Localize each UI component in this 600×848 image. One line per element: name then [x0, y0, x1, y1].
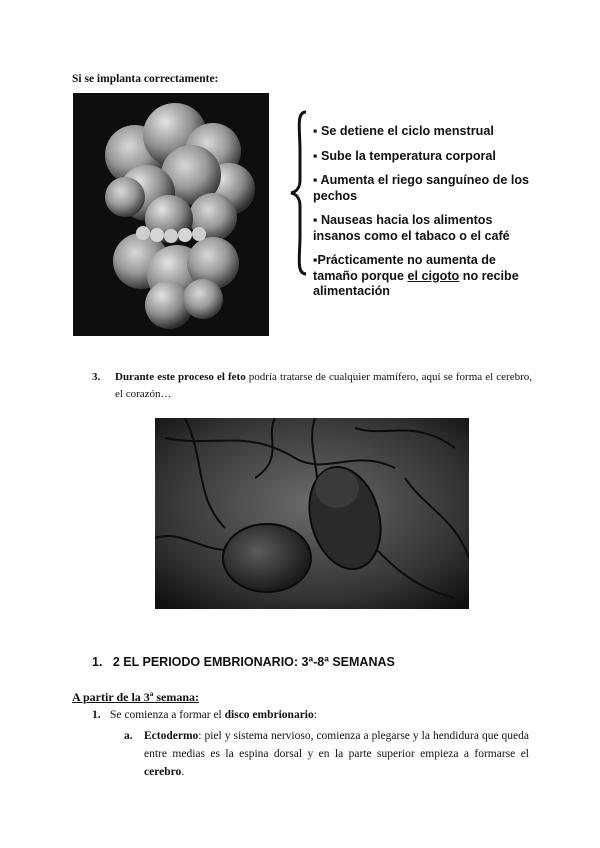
curly-bracket-icon: [288, 110, 312, 276]
section-title: [92, 655, 395, 669]
bullet-item: ▪ Sube la temperatura corporal: [313, 148, 496, 163]
item-bold-2: cerebro: [144, 766, 182, 778]
bullet-item: ▪ Aumenta el riego sanguíneo de los pechos: [313, 173, 530, 203]
bullet-text: ▪Prácticamente no aumenta de tamaño porque: [313, 253, 496, 283]
item-rest: podría tratarse de cualquier mamífero, aquí se forma el cerebro, el corazón…: [115, 371, 532, 400]
bullet-item: ▪ Se detiene el ciclo menstrual: [313, 124, 494, 138]
morula-photo: [73, 93, 269, 336]
cigoto-term: el cigoto: [407, 268, 460, 283]
morula-photo-icon: [73, 93, 269, 336]
item-end: .: [181, 766, 185, 778]
bullet-item: ▪ Nauseas hacia los alimentos insanos como el tabaco o el café: [313, 213, 510, 243]
intro-label: Si se implanta correctamente:: [72, 73, 219, 85]
item-bold: disco embrionario: [224, 709, 314, 721]
section-title-text: 2 EL PERIODO EMBRIONARIO: 3ª-8ª SEMANAS: [112, 655, 395, 669]
item-text: Se comienza a formar el: [110, 709, 225, 721]
item-letter: a.: [124, 730, 133, 742]
item-text: [115, 369, 532, 403]
bullet-text: no recibe alimentación: [313, 268, 519, 298]
list-item-a: [124, 727, 529, 781]
bullet-item: [313, 253, 543, 300]
subheading: A partir de la 3ª semana:: [72, 690, 200, 704]
list-item-3: [92, 369, 532, 403]
section-number: 1.: [92, 655, 103, 669]
symptom-list: [313, 124, 543, 309]
item-bold: Durante este proceso el feto: [115, 371, 246, 383]
item-rest: : piel y sistema nervioso, comienza a plegarse y la hendidura que queda entre medias es la espina dorsal y en la parte superior empieza a formarse el: [144, 730, 529, 760]
item-bold: Ectodermo: [144, 730, 199, 742]
list-item-1: [92, 709, 317, 721]
item-text: [144, 727, 529, 781]
item-number: 1.: [92, 709, 101, 721]
embryo-photo: [155, 418, 469, 609]
embryo-photo-icon: [155, 418, 469, 609]
item-text-end: :: [313, 709, 317, 721]
item-number: 3.: [92, 371, 101, 383]
